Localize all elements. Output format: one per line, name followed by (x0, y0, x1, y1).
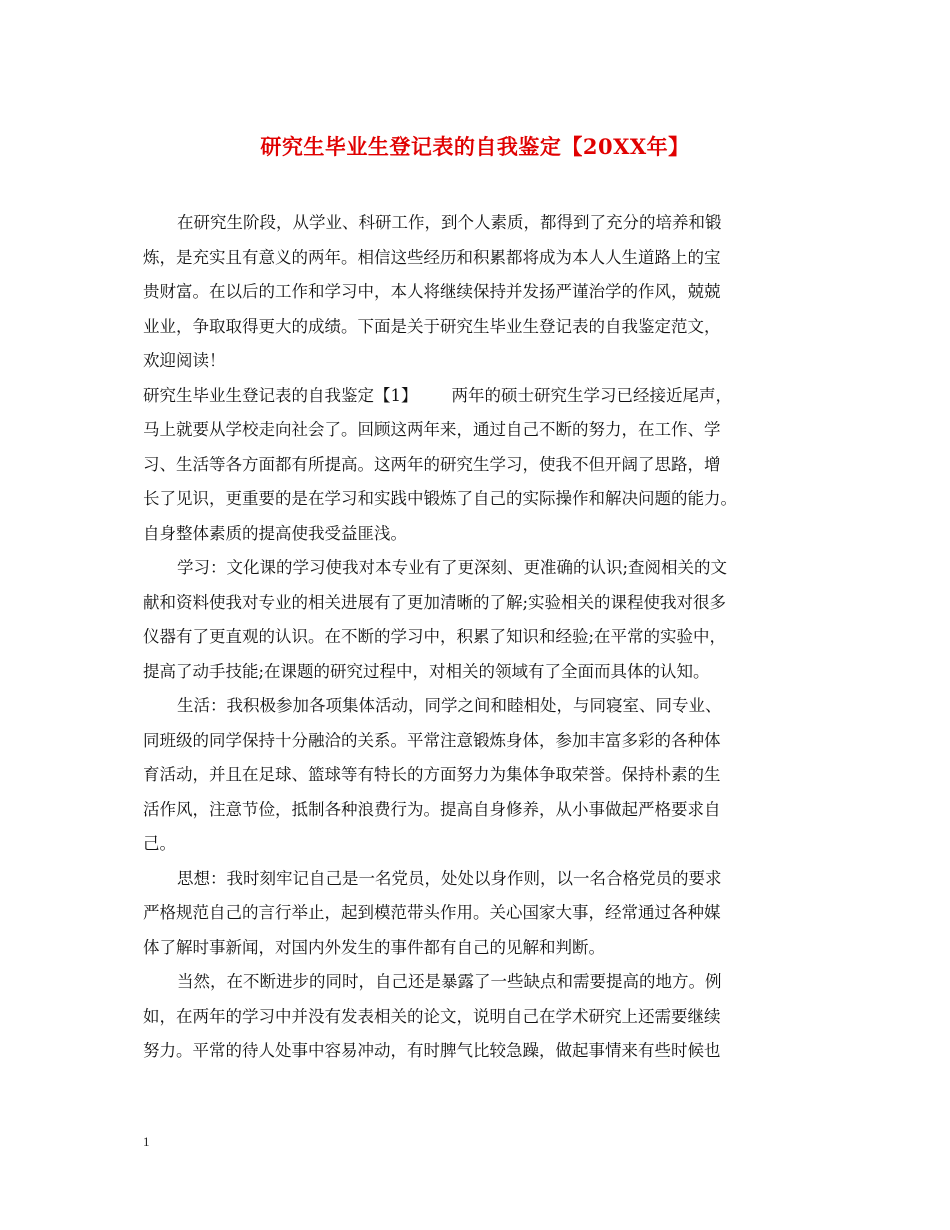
line-text: 两年的硕士研究生学习已经接近尾声， (451, 385, 732, 405)
line-text: 业业，争取取得更大的成绩。下面是关于研究生毕业生登记表的自我鉴定范文， (143, 316, 721, 336)
body-line (143, 448, 823, 483)
line-text: 欢迎阅读！ (143, 351, 226, 370)
line-text: 如，在两年的学习中并没有发表相关的论文，说明自己在学术研究上还需要继续 (143, 1006, 721, 1026)
body-line (143, 206, 823, 241)
line-text: 体了解时事新闻，对国内外发生的事件都有自己的见解和判断。 (143, 937, 605, 957)
line-text: 仪器有了更直观的认识。在不断的学习中，积累了知识和经验;在平常的实验中， (143, 627, 727, 646)
body-line (143, 620, 823, 655)
section-heading: 研究生毕业生登记表的自我鉴定【1】 (143, 385, 418, 405)
body-line (143, 689, 823, 724)
body-line (143, 931, 823, 966)
line-text: 同班级的同学保持十分融洽的关系。平常注意锻炼身体，参加丰富多彩的各种体 (143, 730, 721, 750)
body-line (143, 344, 823, 379)
body-line (143, 482, 823, 517)
section-heading-line (143, 379, 823, 414)
body-line (143, 413, 823, 448)
body-line (143, 827, 823, 862)
line-text: 提高了动手技能;在课题的研究过程中，对相关的领域有了全面而具体的认知。 (143, 661, 710, 681)
page-number: 1 (143, 1134, 150, 1149)
body-line (143, 551, 823, 586)
body-line (143, 758, 823, 793)
line-text: 炼，是充实且有意义的两年。相信这些经历和积累都将成为本人人生道路上的宝 (143, 247, 721, 267)
line-text: 努力。平常的待人处事中容易冲动，有时脾气比较急躁，做起事情来有些时候也 (143, 1041, 721, 1060)
body-line (143, 1034, 823, 1069)
document-title: 研究生毕业生登记表的自我鉴定【20XX年】 (260, 134, 690, 159)
line-text: 自身整体素质的提高使我受益匪浅。 (143, 523, 407, 543)
body-line (143, 586, 823, 621)
body-line (143, 965, 823, 1000)
body-line (143, 724, 823, 759)
line-text: 长了见识，更重要的是在学习和实践中锻炼了自己的实际操作和解决问题的能力。 (143, 489, 737, 508)
body-line (143, 275, 823, 310)
body-line (143, 862, 823, 897)
body-line (143, 241, 823, 276)
line-text: 育活动，并且在足球、篮球等有特长的方面努力为集体争取荣誉。保持朴素的生 (143, 765, 721, 784)
body-line (143, 655, 823, 690)
line-text: 思想：我时刻牢记自己是一名党员，处处以身作则，以一名合格党员的要求 (177, 868, 722, 888)
line-text: 生活：我积极参加各项集体活动，同学之间和睦相处，与同寝室、同专业、 (177, 696, 722, 715)
line-text: 贵财富。在以后的工作和学习中，本人将继续保持并发扬严谨治学的作风，兢兢 (143, 282, 721, 301)
line-text: 献和资料使我对专业的相关进展有了更加清晰的了解;实验相关的课程使我对很多 (143, 592, 727, 612)
line-text: 当然，在不断进步的同时，自己还是暴露了一些缺点和需要提高的地方。例 (177, 972, 722, 991)
line-text: 学习：文化课的学习使我对本专业有了更深刻、更准确的认识;查阅相关的文 (177, 558, 728, 577)
line-text: 马上就要从学校走向社会了。回顾这两年来，通过自己不断的努力，在工作、学 (143, 420, 721, 439)
body-line (143, 1000, 823, 1035)
body-line (143, 310, 823, 345)
body-line (143, 896, 823, 931)
body-line (143, 793, 823, 828)
line-text: 活作风，注意节俭，抵制各种浪费行为。提高自身修养，从小事做起严格要求自 (143, 799, 721, 819)
line-text: 习、生活等各方面都有所提高。这两年的研究生学习，使我不但开阔了思路，增 (143, 454, 721, 474)
line-text: 在研究生阶段，从学业、科研工作，到个人素质，都得到了充分的培养和锻 (177, 213, 722, 232)
body-line (143, 517, 823, 552)
line-text: 己。 (143, 834, 176, 853)
line-text: 严格规范自己的言行举止，起到模范带头作用。关心国家大事，经常通过各种媒 (143, 903, 721, 922)
document-body (143, 206, 823, 1069)
